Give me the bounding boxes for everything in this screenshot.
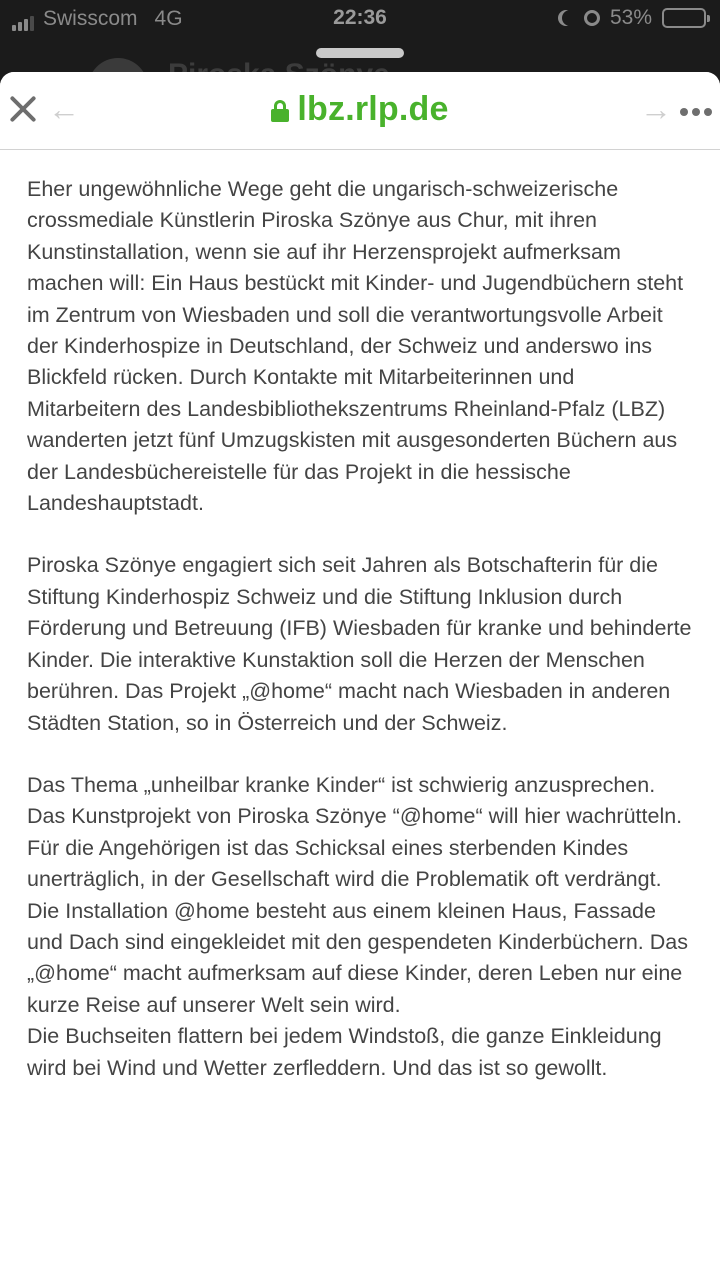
back-arrow-icon[interactable]: ←: [48, 91, 80, 127]
battery-icon: [662, 8, 706, 28]
more-icon[interactable]: [680, 108, 712, 116]
alarm-icon: [584, 10, 600, 26]
address-bar[interactable]: [0, 90, 720, 129]
status-right: [558, 6, 706, 30]
network-type: 4G: [154, 7, 183, 30]
browser-sheet: [0, 72, 720, 1280]
lock-icon: [271, 100, 289, 122]
article-paragraph: Die Buchseiten flattern bei jedem Windstoß, die ganze Einkleidung wird bei Wind und Wetter zerfleddern. Und das ist so gewollt.: [27, 1024, 662, 1080]
forward-arrow-icon[interactable]: →: [640, 91, 672, 127]
article-paragraph: Eher ungewöhnliche Wege geht die ungarisch-schweizerische crossmediale Künstlerin Piroska Szönye aus Chur, mit ihren Kunstinstallation, wenn sie auf ihr Herzensprojekt aufmerksam machen will: Ein Haus bestückt mit Kinder- und Jugendbüchern steht im Zentrum von Wiesbaden und soll die verantwortungsvolle Arbeit der Kinderhospize in Deutschland, der Schweiz und anderswo ins Blickfeld rücken. Durch Kontakte mit Mitarbeiterinnen und Mitarbeitern des Landesbibliothekszentrums Rheinland-Pfalz (LBZ) wanderten jetzt fünf Umzugskisten mit ausgesonderten Büchern aus der Landesbüchereistelle für das Projekt in die hessische Landeshauptstadt.: [27, 177, 684, 516]
url-text: lbz.rlp.de: [297, 90, 449, 128]
sheet-grabber[interactable]: [316, 48, 404, 58]
clock: 22:36: [333, 6, 387, 29]
do-not-disturb-icon: [562, 10, 578, 26]
status-bar: [0, 0, 720, 38]
browser-toolbar: [0, 72, 720, 150]
article-body: [0, 150, 720, 1084]
article-paragraph: Piroska Szönye engagiert sich seit Jahren als Botschafterin für die Stiftung Kinderhospiz Schweiz und die Stiftung Inklusion durch Förderung und Betreuung (IFB) Wiesbaden für kranke und behinderte Kinder. Die interaktive Kunstaktion soll die Herzen der Menschen berühren. Das Projekt „@home“ macht nach Wiesbaden in anderen Städten Station, so in Österreich und der Schweiz.: [27, 553, 692, 735]
carrier-name: Swisscom: [43, 7, 138, 30]
article-paragraph: Das Thema „unheilbar kranke Kinder“ ist schwierig anzusprechen. Das Kunstprojekt von Piroska Szönye “@home“ will hier wachrütteln. Für die Angehörigen ist das Schicksal eines sterbenden Kindes unerträglich, in der Gesellschaft wird die Problematik oft verdrängt. Die Installation @home besteht aus einem kleinen Haus, Fassade und Dach sind eingekleidet mit den gespendeten Kinderbüchern. Das „@home“ macht aufmerksam auf diese Kinder, deren Leben nur eine kurze Reise auf unserer Welt sein wird.: [27, 772, 688, 1017]
battery-percent: 53%: [609, 6, 652, 29]
